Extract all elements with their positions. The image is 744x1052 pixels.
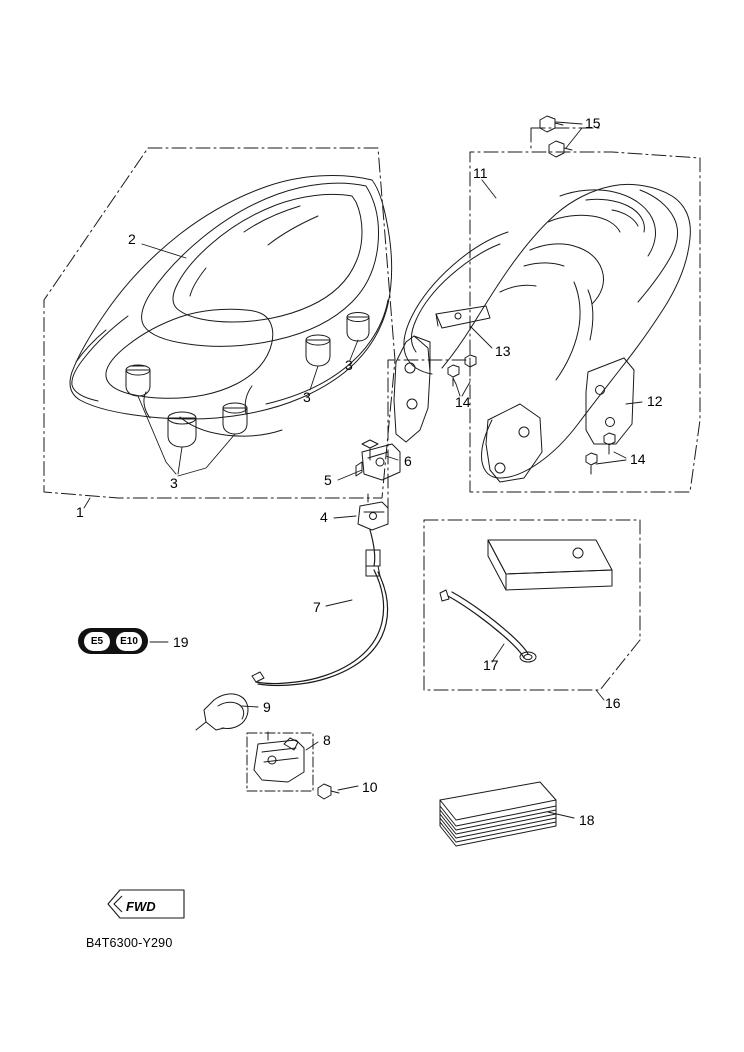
callout-14a: 14 xyxy=(455,394,471,410)
callout-2: 2 xyxy=(128,231,136,247)
callout-7: 7 xyxy=(313,599,321,615)
callout-1: 1 xyxy=(76,504,84,520)
callout-8: 8 xyxy=(323,732,331,748)
callout-18: 18 xyxy=(579,812,595,828)
callout-5: 5 xyxy=(324,472,332,488)
callout-15: 15 xyxy=(585,115,601,131)
fwd-label: FWD xyxy=(126,899,156,914)
callout-4: 4 xyxy=(320,509,328,525)
callout-11: 11 xyxy=(473,165,488,181)
callout-17: 17 xyxy=(483,657,499,673)
callout-3a: 3 xyxy=(303,389,311,405)
fwd-arrow-marker xyxy=(100,888,190,924)
callout-3c: 3 xyxy=(170,475,178,491)
emission-badge xyxy=(78,628,148,654)
callout-6: 6 xyxy=(404,453,412,469)
callout-10: 10 xyxy=(362,779,378,795)
part-code-label: B4T6300-Y290 xyxy=(86,936,173,950)
callout-9: 9 xyxy=(263,699,271,715)
callout-19: 19 xyxy=(173,634,189,650)
emission-code-e10: E10 xyxy=(116,632,142,651)
callout-13: 13 xyxy=(495,343,511,359)
callout-3b: 3 xyxy=(345,357,353,373)
callout-16: 16 xyxy=(605,695,621,711)
callout-12: 12 xyxy=(647,393,663,409)
emission-code-e5: E5 xyxy=(84,632,110,651)
callout-14b: 14 xyxy=(630,451,646,467)
